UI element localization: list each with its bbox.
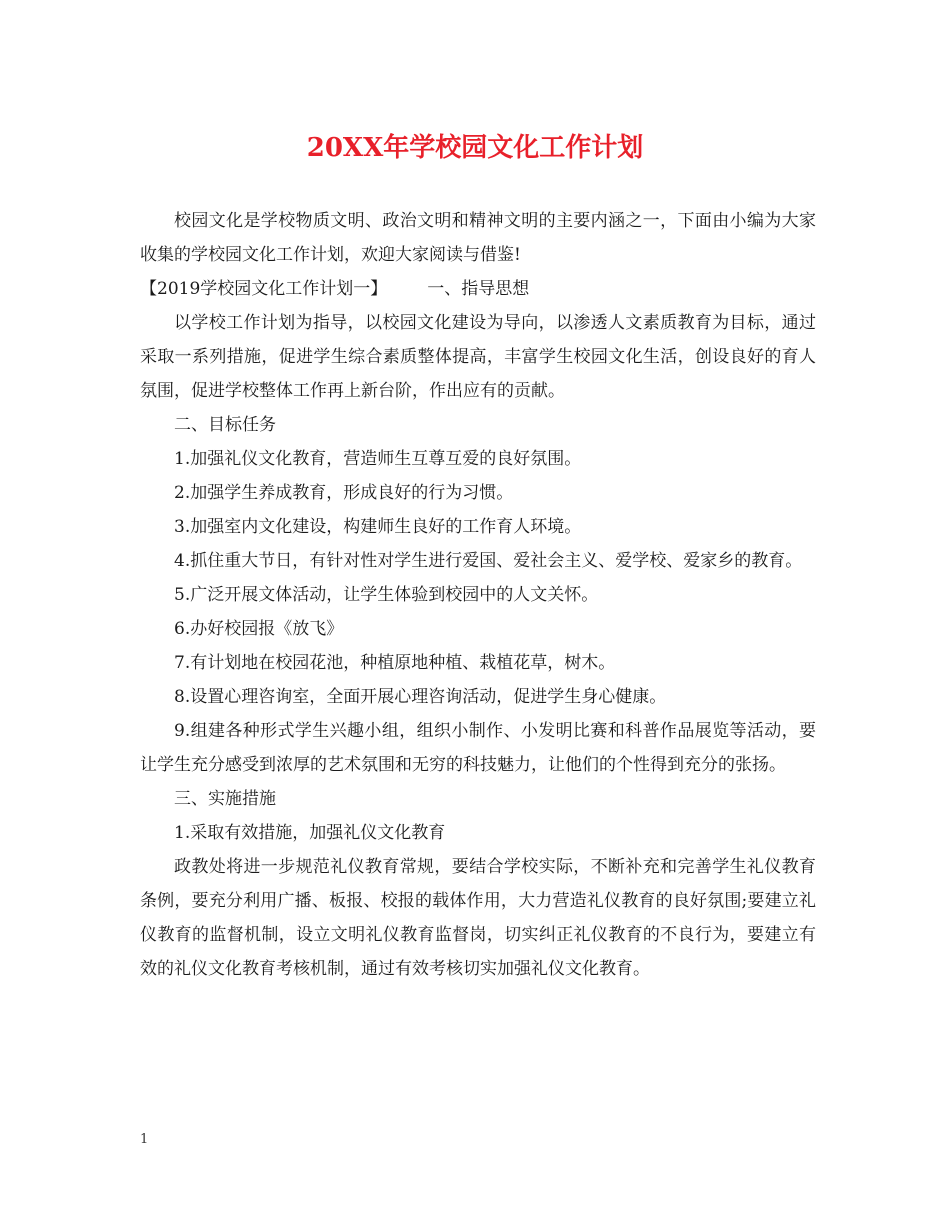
measure1-heading: 1.采取有效措施，加强礼仪文化教育	[174, 823, 446, 843]
plan-section-header	[140, 272, 816, 306]
goal-item: 4.抓住重大节日，有针对性对学生进行爱国、爱社会主义、爱学校、爱家乡的教育。	[174, 551, 803, 571]
plan-label: 【2019学校园文化工作计划一】	[140, 279, 388, 299]
goal-item: 8.设置心理咨询室，全面开展心理咨询活动，促进学生身心健康。	[174, 687, 667, 707]
document-body	[140, 204, 816, 986]
goal-item: 6.办好校园报《放飞》	[174, 619, 344, 639]
goal-item: 3.加强室内文化建设，构建师生良好的工作育人环境。	[174, 517, 582, 537]
section1-paragraph: 以学校工作计划为指导，以校园文化建设为导向，以渗透人文素质教育为目标，通过采取一系列措施，促进学生综合素质整体提高，丰富学生校园文化生活，创设良好的育人氛围，促进学校整体工作再上新台阶，作出应有的贡献。	[140, 313, 816, 401]
document-title: 20XX年学校园文化工作计划	[306, 133, 644, 163]
goal-item: 9.组建各种形式学生兴趣小组，组织小制作、小发明比赛和科普作品展览等活动，要让学生充分感受到浓厚的艺术氛围和无穷的科技魅力，让他们的个性得到充分的张扬。	[140, 721, 816, 775]
goal-item: 2.加强学生养成教育，形成良好的行为习惯。	[174, 483, 514, 503]
measure1-paragraph: 政教处将进一步规范礼仪教育常规，要结合学校实际，不断补充和完善学生礼仪教育条例，要充分利用广播、板报、校报的载体作用，大力营造礼仪教育的良好氛围;要建立礼仪教育的监督机制，设立文明礼仪教育监督岗，切实纠正礼仪教育的不良行为，要建立有效的礼仪文化教育考核机制，通过有效考核切实加强礼仪文化教育。	[140, 857, 816, 979]
goal-item: 7.有计划地在校园花池，种植原地种植、栽植花草，树木。	[174, 653, 616, 673]
section3-heading: 三、实施措施	[174, 789, 276, 809]
goal-item: 1.加强礼仪文化教育，营造师生互尊互爱的良好氛围。	[174, 449, 582, 469]
section1-heading: 一、指导思想	[427, 279, 530, 299]
section2-heading: 二、目标任务	[174, 415, 276, 435]
goal-item: 5.广泛开展文体活动，让学生体验到校园中的人文关怀。	[174, 585, 599, 605]
intro-paragraph: 校园文化是学校物质文明、政治文明和精神文明的主要内涵之一，下面由小编为大家收集的学校园文化工作计划，欢迎大家阅读与借鉴!	[140, 211, 816, 265]
page-number: 1	[140, 1132, 149, 1147]
